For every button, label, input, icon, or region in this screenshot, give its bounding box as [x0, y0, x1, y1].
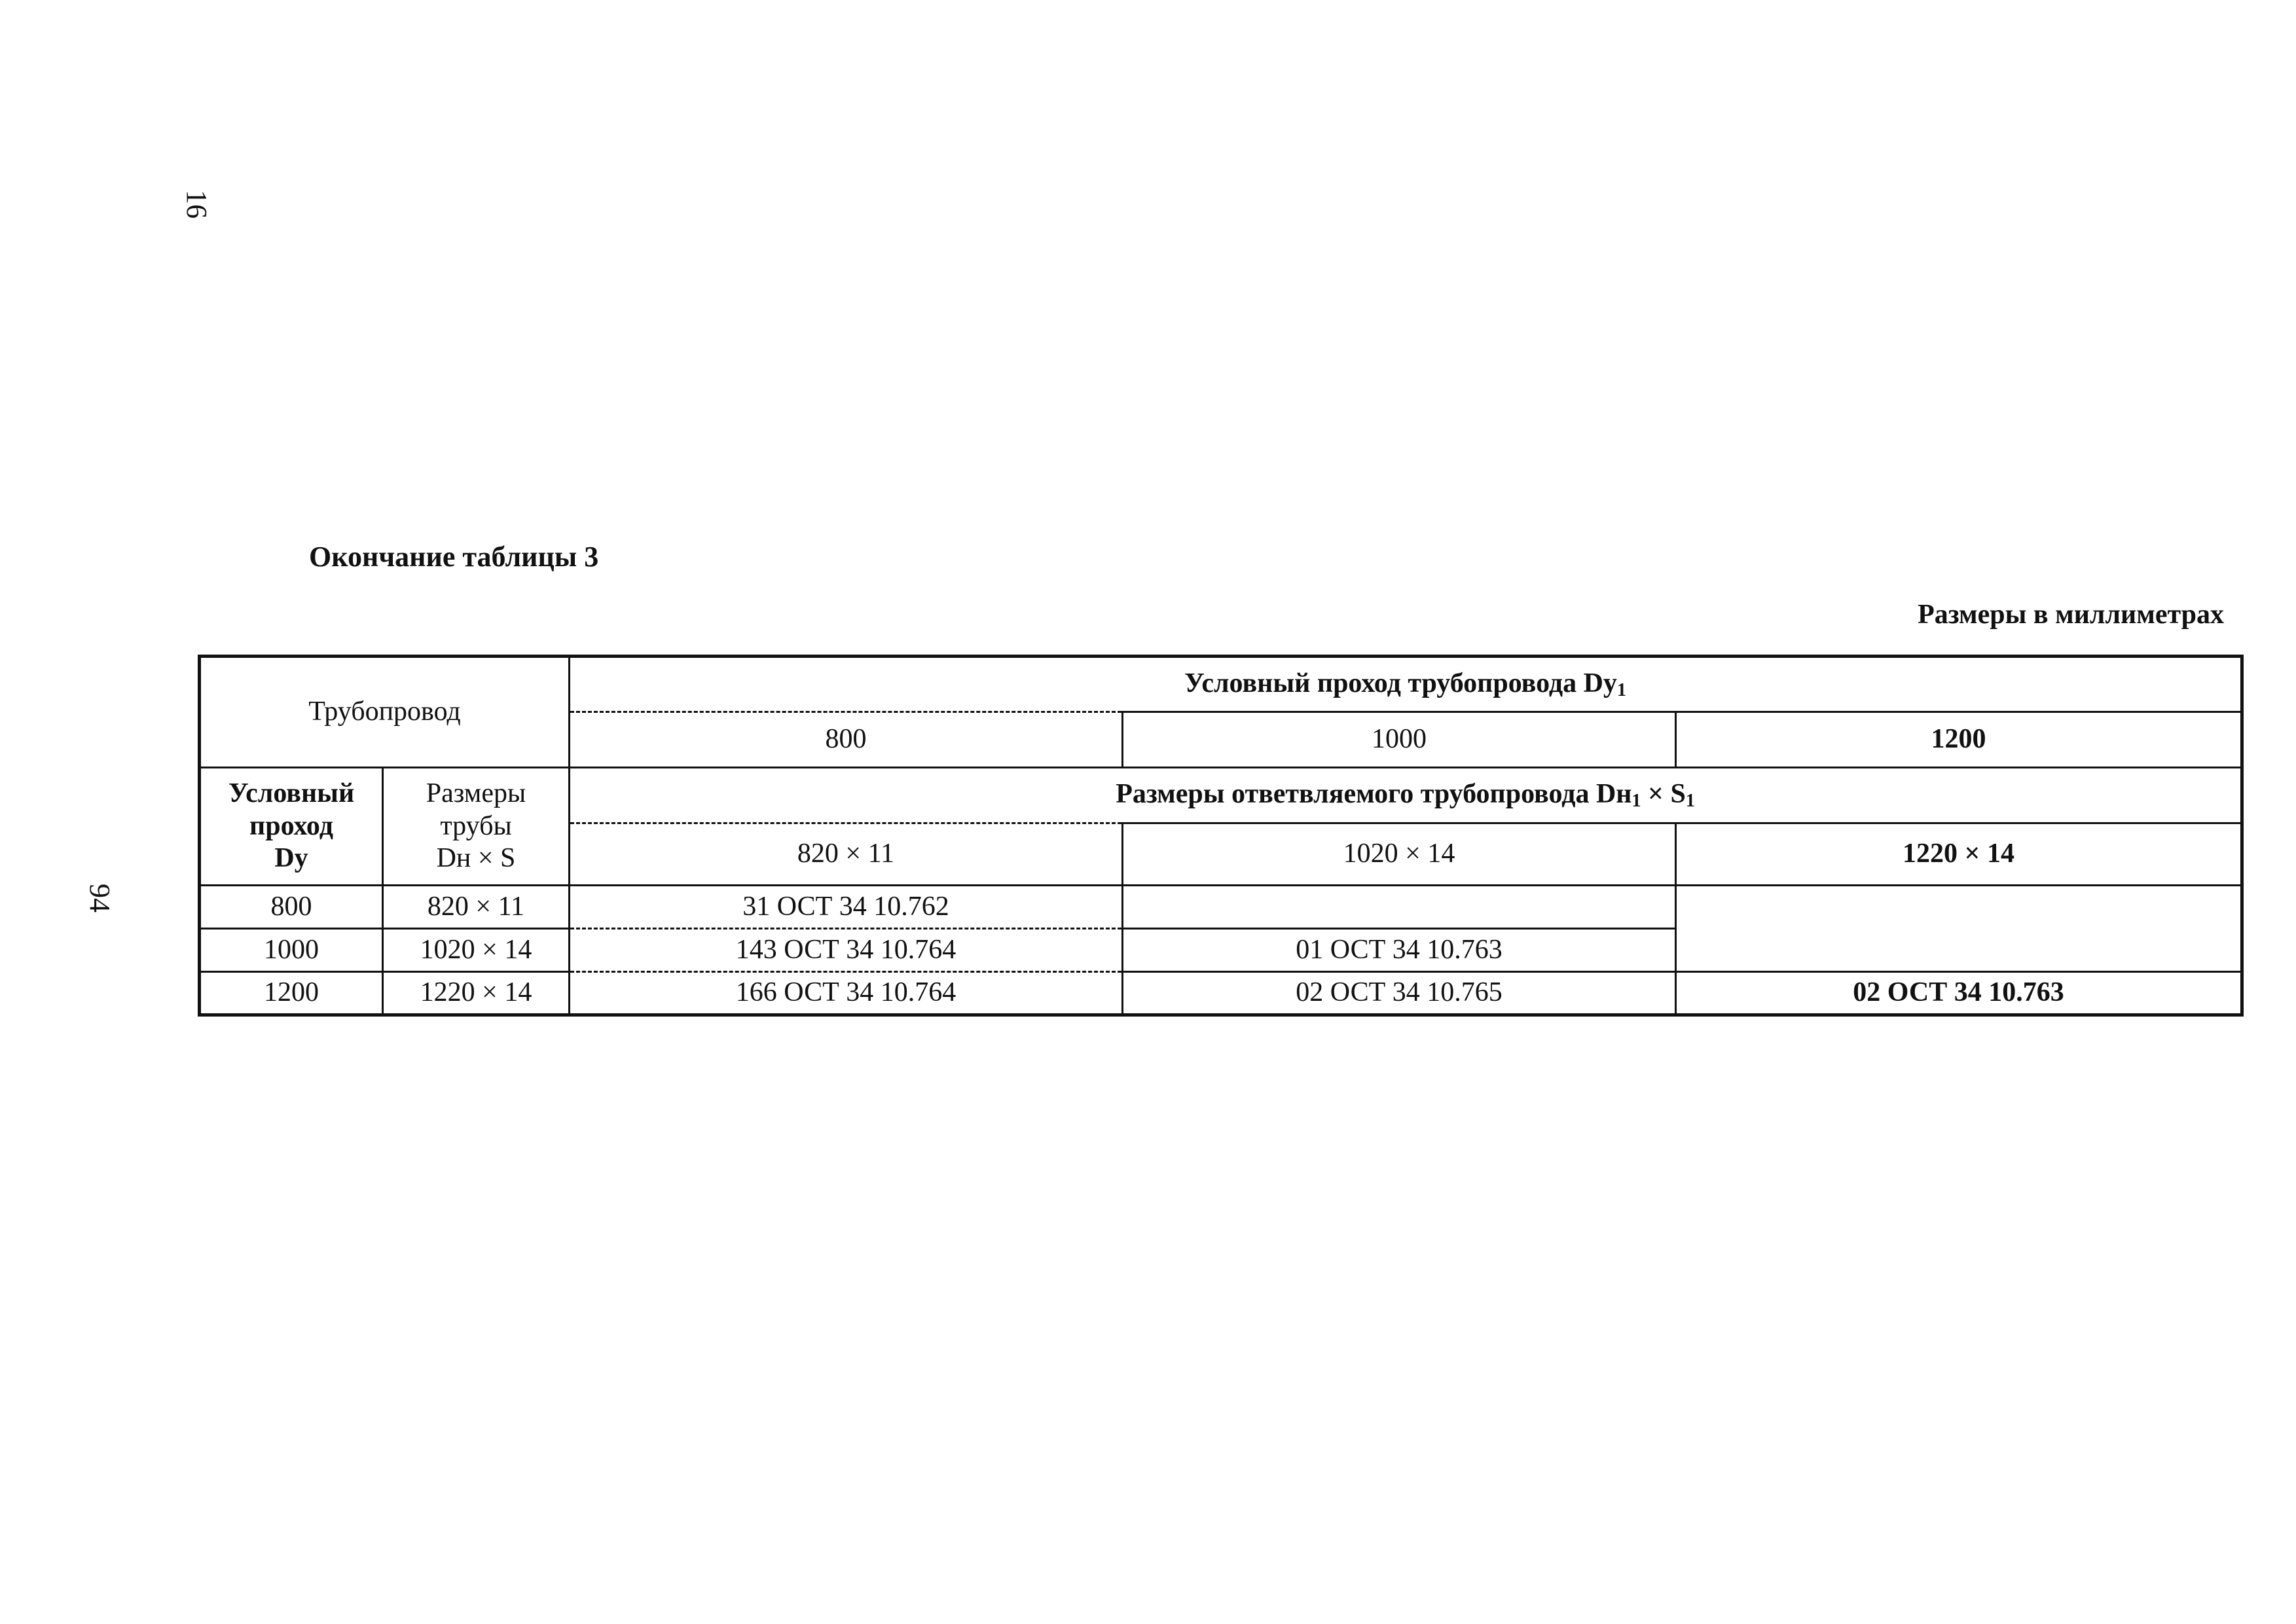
- row-cell-1000: [1123, 886, 1676, 929]
- row-cell-800: 31 ОСТ 34 10.762: [570, 886, 1123, 929]
- row-dy: 800: [200, 886, 383, 929]
- row-cell-800: 143 ОСТ 34 10.764: [570, 929, 1123, 972]
- row-cell-1000: 01 ОСТ 34 10.763: [1123, 929, 1676, 972]
- row-size: 1220 × 14: [383, 972, 570, 1015]
- table-caption: Окончание таблицы 3: [309, 541, 599, 573]
- branch-dy-800: 800: [570, 712, 1123, 768]
- row-dy: 1200: [200, 972, 383, 1015]
- branch-size-820: 820 × 11: [570, 823, 1123, 886]
- units-note: Размеры в миллиметрах: [1918, 600, 2224, 630]
- header-nominal-dy: Условный проход Dy: [200, 768, 383, 886]
- row-cell-1200: 02 ОСТ 34 10.763: [1676, 972, 2242, 1015]
- header-branch-size: Размеры ответвляемого трубопровода $Dн_1 \times S_1$: [570, 768, 2242, 823]
- row-size: 820 × 11: [383, 886, 570, 929]
- row-cell-1200-empty: [1676, 886, 2242, 972]
- row-cell-800: 166 ОСТ 34 10.764: [570, 972, 1123, 1015]
- row-cell-1000: 02 ОСТ 34 10.765: [1123, 972, 1676, 1015]
- branch-dy-1200: 1200: [1676, 712, 2242, 768]
- header-pipeline: Трубопровод: [200, 657, 570, 768]
- header-branch-dy: Условный проход трубопровода $Dy_1$: [570, 657, 2242, 712]
- page-number-side: 94: [84, 884, 116, 912]
- header-pipe-size: Размеры трубы Dн × S: [383, 768, 570, 886]
- page-number-top: 16: [181, 190, 213, 219]
- branch-size-1220: 1220 × 14: [1676, 823, 2242, 886]
- table-row: [200, 972, 2242, 1015]
- branch-size-1020: 1020 × 14: [1123, 823, 1676, 886]
- pipe-table: [198, 655, 2244, 1017]
- branch-dy-1000: 1000: [1123, 712, 1676, 768]
- row-dy: 1000: [200, 929, 383, 972]
- row-size: 1020 × 14: [383, 929, 570, 972]
- table-row: [200, 886, 2242, 929]
